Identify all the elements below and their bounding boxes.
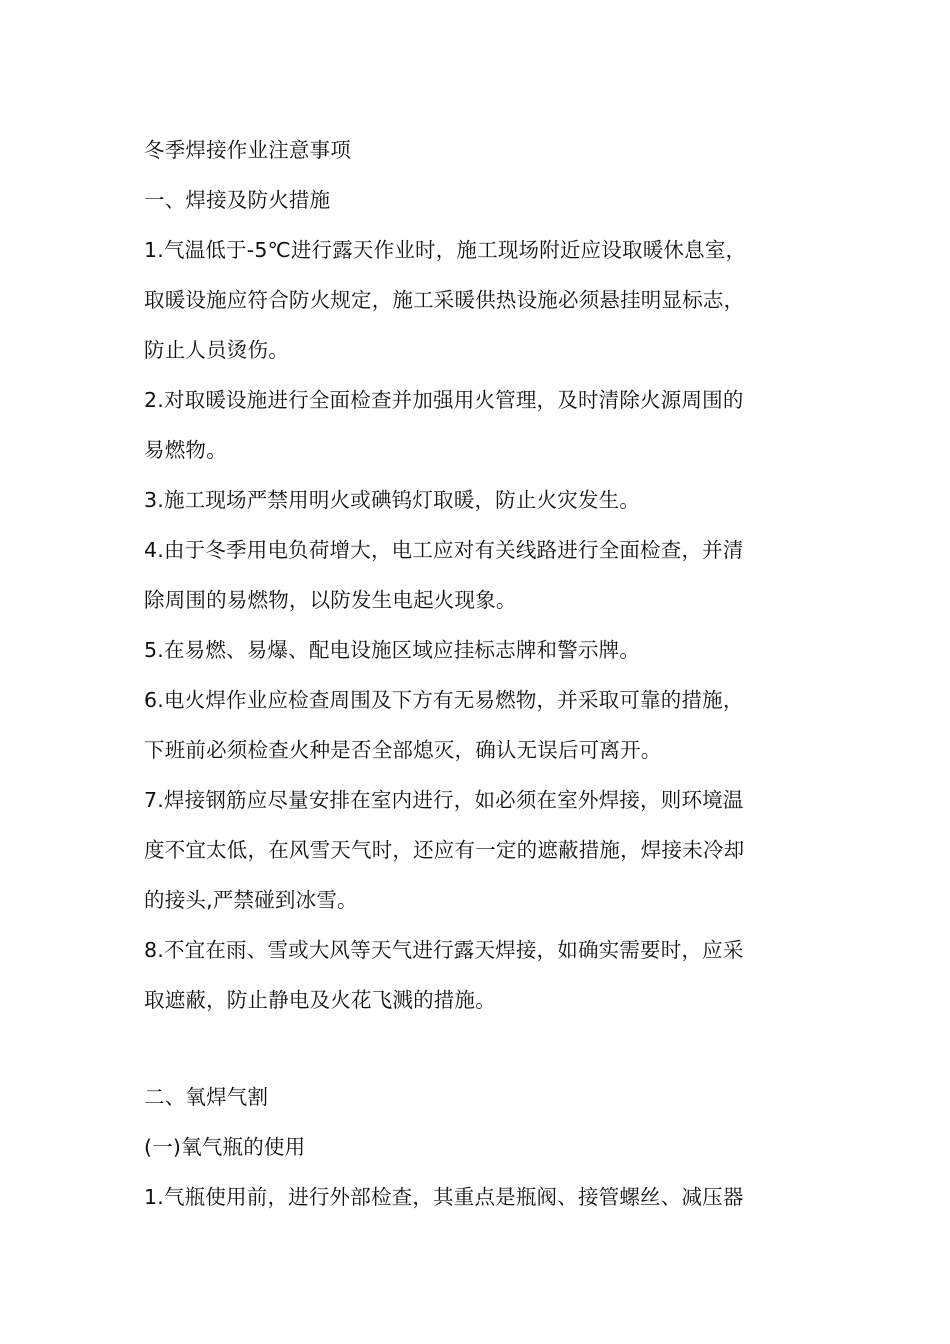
paragraph-line: 8.不宜在雨、雪或大风等天气进行露天焊接，如确实需要时，应采 — [144, 938, 744, 962]
paragraph-line: 度不宜太低，在风雪天气时，还应有一定的遮蔽措施，焊接未冷却 — [144, 838, 745, 862]
paragraph-line: 防止人员烫伤。 — [144, 338, 289, 362]
section-heading-oxy-welding: 二、氧焊气割 — [144, 1085, 269, 1109]
document-title: 冬季焊接作业注意事项 — [144, 138, 351, 162]
paragraph-line: 除周围的易燃物，以防发生电起火现象。 — [144, 588, 517, 612]
paragraph-line: 下班前必须检查火种是否全部熄灭，确认无误后可离开。 — [144, 738, 662, 762]
paragraph-line: 易燃物。 — [144, 438, 227, 462]
paragraph-line: 的接头,严禁碰到冰雪。 — [144, 888, 358, 912]
paragraph-line: 1.气瓶使用前，进行外部检查，其重点是瓶阀、接管螺丝、减压器 — [144, 1185, 744, 1209]
paragraph-line: 7.焊接钢筋应尽量安排在室内进行，如必须在室外焊接，则环境温 — [144, 788, 744, 812]
paragraph-line: 1.气温低于-5℃进行露天作业时，施工现场附近应设取暖休息室， — [144, 238, 747, 262]
paragraph-line: 5.在易燃、易爆、配电设施区域应挂标志牌和警示牌。 — [144, 638, 641, 662]
paragraph-line: 2.对取暖设施进行全面检查并加强用火管理，及时清除火源周围的 — [144, 388, 744, 412]
section-heading-fire-prevention: 一、焊接及防火措施 — [144, 188, 331, 212]
paragraph-line: 4.由于冬季用电负荷增大，电工应对有关线路进行全面检查，并清 — [144, 538, 744, 562]
paragraph-line: 6.电火焊作业应检查周围及下方有无易燃物，并采取可靠的措施， — [144, 688, 744, 712]
subsection-heading-oxygen-cylinder: (一)氧气瓶的使用 — [144, 1135, 306, 1159]
paragraph-line: 3.施工现场严禁用明火或碘钨灯取暖，防止火灾发生。 — [144, 488, 641, 512]
paragraph-line: 取暖设施应符合防火规定，施工采暖供热设施必须悬挂明显标志， — [144, 288, 745, 312]
paragraph-line: 取遮蔽，防止静电及火花飞溅的措施。 — [144, 988, 496, 1012]
